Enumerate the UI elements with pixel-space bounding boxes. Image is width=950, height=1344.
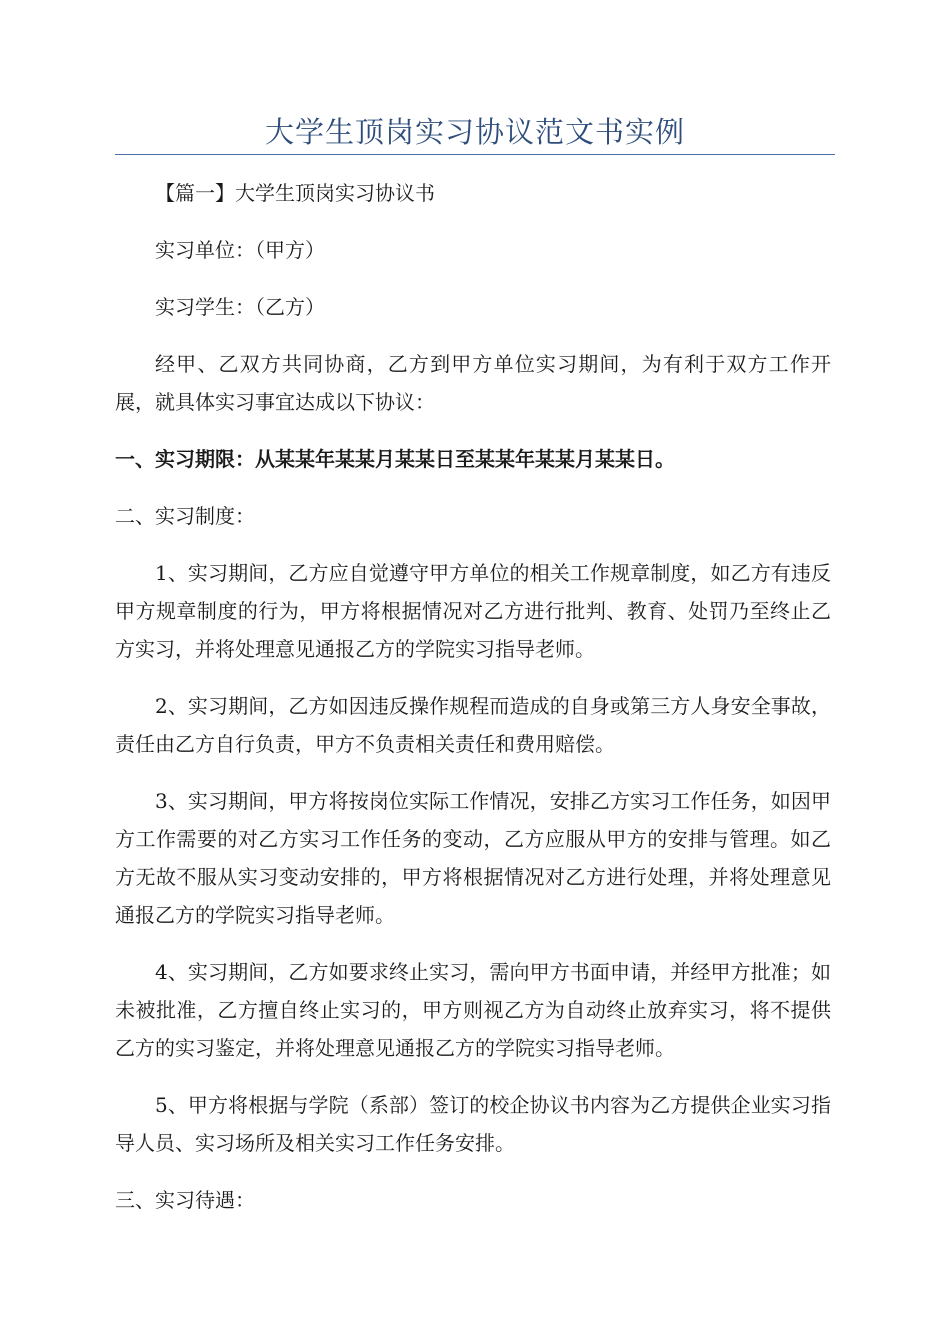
document-body bbox=[115, 174, 831, 1238]
rule-item-1: 1、实习期间，乙方应自觉遵守甲方单位的相关工作规章制度，如乙方有违反甲方规章制度的行为，甲方将根据情况对乙方进行批判、教育、处罚乃至终止乙方实习，并将处理意见通报乙方的学院实习指导老师。 bbox=[115, 561, 831, 661]
title-divider bbox=[115, 154, 835, 155]
rule-item-3: 3、实习期间，甲方将按岗位实际工作情况，安排乙方实习工作任务，如因甲方工作需要的对乙方实习工作任务的变动，乙方应服从甲方的安排与管理。如乙方无故不服从实习变动安排的，甲方将根据情况对乙方进行处理，并将处理意见通报乙方的学院实习指导老师。 bbox=[115, 789, 831, 927]
section-internship-benefits: 三、实习待遇： bbox=[115, 1188, 255, 1212]
paragraph-heading-part1: 【篇一】大学生顶岗实习协议书 bbox=[155, 181, 435, 205]
document-title: 大学生顶岗实习协议范文书实例 bbox=[264, 115, 685, 149]
section-internship-period: 一、实习期限：从某某年某某月某某日至某某年某某月某某日。 bbox=[115, 447, 675, 471]
rule-item-2: 2、实习期间，乙方如因违反操作规程而造成的自身或第三方人身安全事故，责任由乙方自行负责，甲方不负责相关责任和费用赔偿。 bbox=[115, 694, 831, 756]
section-internship-rules: 二、实习制度： bbox=[115, 504, 255, 528]
paragraph-preamble: 经甲、乙双方共同协商，乙方到甲方单位实习期间，为有利于双方工作开展，就具体实习事宜达成以下协议： bbox=[115, 352, 831, 414]
paragraph-party-a: 实习单位：（甲方） bbox=[155, 238, 325, 262]
rule-item-5: 5、甲方将根据与学院（系部）签订的校企协议书内容为乙方提供企业实习指导人员、实习场所及相关实习工作任务安排。 bbox=[115, 1093, 831, 1155]
rule-item-4: 4、实习期间，乙方如要求终止实习，需向甲方书面申请，并经甲方批准；如未被批准，乙方擅自终止实习的，甲方则视乙方为自动终止放弃实习，将不提供乙方的实习鉴定，并将处理意见通报乙方的学院实习指导老师。 bbox=[115, 960, 831, 1060]
paragraph-party-b: 实习学生：（乙方） bbox=[155, 295, 325, 319]
